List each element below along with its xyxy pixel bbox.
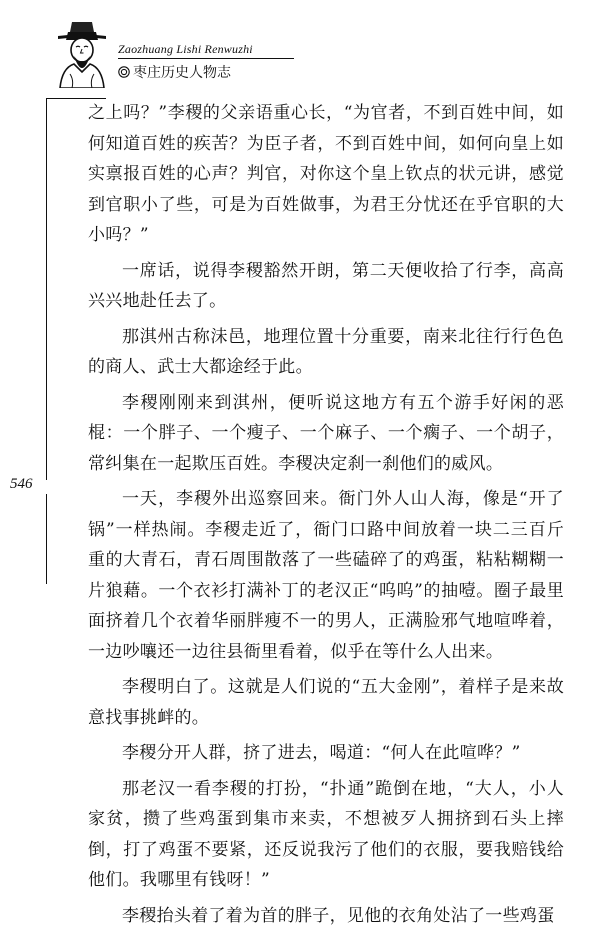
header-title-chinese: 枣庄历史人物志 bbox=[133, 65, 231, 81]
paragraph: 李稷刚刚来到淇州，便听说这地方有五个游手好闲的恶棍：一个胖子、一个瘦子、一个麻子、一个瘸子、一个胡子，常纠集在一起欺压百姓。李稷决定刹一刹他们的威风。 bbox=[88, 392, 564, 474]
paragraph: 一席话，说得李稷豁然开朗，第二天便收拾了行李，高高兴兴地赴任去了。 bbox=[88, 260, 564, 311]
margin-rule-lower bbox=[46, 494, 47, 584]
paragraph: 一天，李稷外出巡察回来。衙门外人山人海，像是“开了锅”一样热闹。李稷走近了，衙门口路中间放着一块二三百斤重的大青石，青石周围散落了一些磕碎了的鸡蛋，粘粘糊糊一片狼藉。一个衣衫打满补丁的老汉正“呜呜”的抽噎。圈子最里面挤着几个衣着华丽胖瘦不一的男人，正满脸邪气地喧哗着，一边吵嚷还一边往县衙里看着，似乎在等什么人出来。 bbox=[88, 489, 564, 662]
header-title-english: Zaozhuang Lishi Renwuzhi bbox=[118, 42, 253, 56]
paragraph: 那淇州古称沬邑，地理位置十分重要，南来北往行行色色的商人、武士大都途经于此。 bbox=[88, 326, 564, 377]
header-rule bbox=[118, 58, 294, 59]
paragraph: 那老汉一看李稷的打扮，“扑通”跪倒在地，“大人，小人家贫，攒了些鸡蛋到集市来卖，不想被歹人拥挤到石头上摔倒，打了鸡蛋不要紧，还反说我污了他们的衣服，要我赔钱给他们。我哪里有钱呀！” bbox=[88, 778, 564, 890]
margin-rule bbox=[46, 98, 47, 480]
paragraph: 李稷抬头着了着为首的胖子，见他的衣角处沾了一些鸡蛋 bbox=[122, 905, 555, 926]
double-circle-bullet-icon bbox=[118, 66, 130, 78]
scholar-official-portrait-icon bbox=[56, 18, 108, 88]
paragraph: 李稷明白了。这就是人们说的“五大金刚”，着样子是来故意找事挑衅的。 bbox=[88, 677, 564, 728]
page-number: 546 bbox=[10, 476, 33, 492]
body-text bbox=[88, 98, 564, 936]
paragraph: 李稷分开人群，挤了进去，喝道：“何人在此喧哗？” bbox=[122, 743, 521, 763]
header-title-chinese-row bbox=[118, 62, 231, 82]
paragraph: 之上吗？”李稷的父亲语重心长，“为官者，不到百姓中间，如何知道百姓的疾苦？为臣子者，不到百姓中间，如何向皇上如实禀报百姓的心声？判官，对你这个皇上钦点的状元讲，感觉到官职小了些，可是为百姓做事，为君王分忧还在乎官职的大小吗？” bbox=[88, 103, 564, 245]
running-header bbox=[56, 18, 296, 88]
